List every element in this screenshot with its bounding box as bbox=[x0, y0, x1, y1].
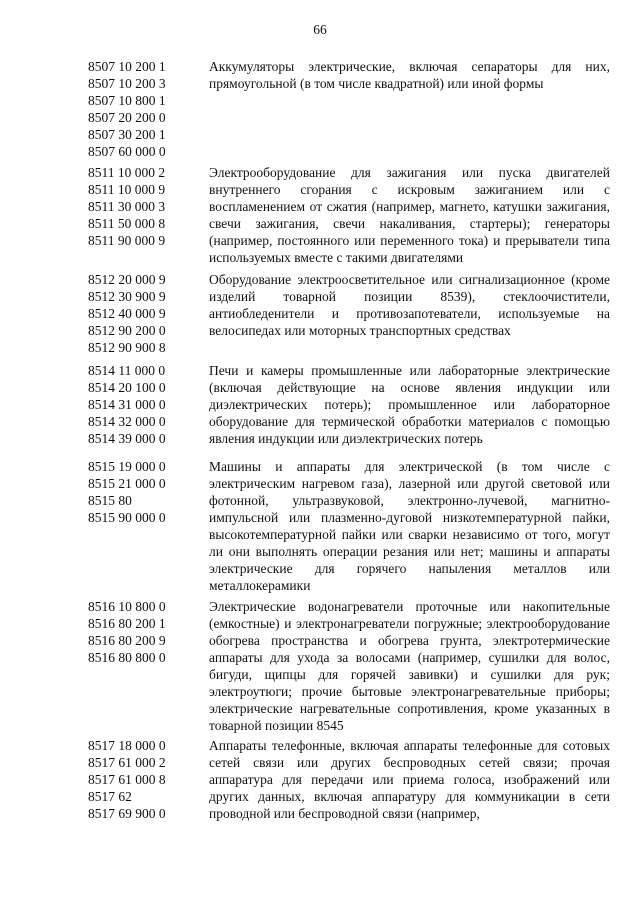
hs-code: 8515 19 000 0 bbox=[88, 459, 166, 474]
hs-code: 8511 90 000 9 bbox=[88, 233, 166, 248]
entry-description: Печи и камеры промышленные или лабораторные электрические (включая действующие на основе явления индукции или диэлектрических потерь); промышленное или лабораторное оборудование для термической обработки материалов с помощью явления индукции или диэлектрических потерь bbox=[209, 363, 610, 446]
code-list bbox=[88, 362, 200, 447]
hs-code: 8507 10 200 1 bbox=[88, 59, 166, 74]
hs-code: 8507 10 200 3 bbox=[88, 76, 166, 91]
hs-code: 8512 90 900 8 bbox=[88, 340, 166, 355]
hs-code: 8511 10 000 2 bbox=[88, 165, 166, 180]
hs-code: 8515 80 bbox=[88, 493, 132, 508]
hs-code: 8514 31 000 0 bbox=[88, 397, 166, 412]
hs-code: 8512 30 900 9 bbox=[88, 289, 166, 304]
hs-code: 8515 21 000 0 bbox=[88, 476, 166, 491]
hs-code: 8512 90 200 0 bbox=[88, 323, 166, 338]
hs-code: 8514 11 000 0 bbox=[88, 363, 166, 378]
entry-description: Электрооборудование для зажигания или пуска двигателей внутреннего сгорания с искровым зажиганием или с воспламенением от сжатия (например, магнето, катушки зажигания, свечи зажигания, свечи накаливания, стартеры); генераторы (например, постоянного или переменного тока) и прерыватели типа используемых вместе с такими двигателями bbox=[209, 165, 610, 265]
hs-code: 8507 10 800 1 bbox=[88, 93, 166, 108]
code-list bbox=[88, 598, 200, 666]
entry-description: Аппараты телефонные, включая аппараты телефонные для сотовых сетей связи или других беспроводных сетей связи; прочая аппаратура для передачи или приема голоса, изображений или других данных, включая аппаратуру для коммуникации в сети проводной или беспроводной связи (например, bbox=[209, 738, 610, 821]
hs-code: 8515 90 000 0 bbox=[88, 510, 166, 525]
entry-description: Электрические водонагреватели проточные или накопительные (емкостные) и электронагреватели погружные; электрооборудование обогрева пространства и обогрева грунта, электротермические аппараты для ухода за волосами (например, сушилки для волос, бигуди, щипцы для горячей завивки) и сушилки для рук; электроутюги; прочие бытовые электронагревательные приборы; электрические нагревательные сопротивления, кроме указанных в товарной позиции 8545 bbox=[209, 599, 610, 733]
hs-code: 8517 18 000 0 bbox=[88, 738, 166, 753]
hs-code: 8516 10 800 0 bbox=[88, 599, 166, 614]
entry-description: Оборудование электроосветительное или сигнализационное (кроме изделий товарной позиции 8539), стеклоочистители, антиобледенители и противозапотеватели, используемые на велосипедах или моторных транспортных средствах bbox=[209, 272, 610, 338]
hs-code: 8514 32 000 0 bbox=[88, 414, 166, 429]
hs-code: 8511 10 000 9 bbox=[88, 182, 166, 197]
hs-code: 8517 61 000 2 bbox=[88, 755, 166, 770]
hs-code: 8507 30 200 1 bbox=[88, 127, 166, 142]
hs-code: 8516 80 200 9 bbox=[88, 633, 166, 648]
hs-code: 8517 69 900 0 bbox=[88, 806, 166, 821]
hs-code: 8517 61 000 8 bbox=[88, 772, 166, 787]
entry-description: Аккумуляторы электрические, включая сепараторы для них, прямоугольной (в том числе квадратной) или иной формы bbox=[209, 59, 610, 91]
hs-code: 8516 80 800 0 bbox=[88, 650, 166, 665]
code-list bbox=[88, 164, 200, 249]
hs-code: 8507 20 200 0 bbox=[88, 110, 166, 125]
hs-code: 8516 80 200 1 bbox=[88, 616, 166, 631]
page-number: 66 bbox=[313, 22, 327, 37]
hs-code: 8514 20 100 0 bbox=[88, 380, 166, 395]
hs-code: 8511 50 000 8 bbox=[88, 216, 166, 231]
code-list bbox=[88, 58, 200, 160]
hs-code: 8512 40 000 9 bbox=[88, 306, 166, 321]
code-list bbox=[88, 271, 200, 356]
code-list bbox=[88, 458, 200, 526]
entry-description: Машины и аппараты для электрической (в том числе с электрическим нагревом газа), лазерной или другой световой или фотонной, ультразвуковой, электронно-лучевой, магнитно-импульсной или плазменно-дуговой низкотемпературной пайки, высокотемпературной пайки или сварки независимо от того, могут ли они выполнять операции резания или нет; машины и аппараты электрические для горячего напыления металлов или металлокерамики bbox=[209, 459, 610, 593]
code-list bbox=[88, 737, 200, 822]
hs-code: 8511 30 000 3 bbox=[88, 199, 166, 214]
hs-code: 8512 20 000 9 bbox=[88, 272, 166, 287]
hs-code: 8517 62 bbox=[88, 789, 132, 804]
hs-code: 8507 60 000 0 bbox=[88, 144, 166, 159]
hs-code: 8514 39 000 0 bbox=[88, 431, 166, 446]
